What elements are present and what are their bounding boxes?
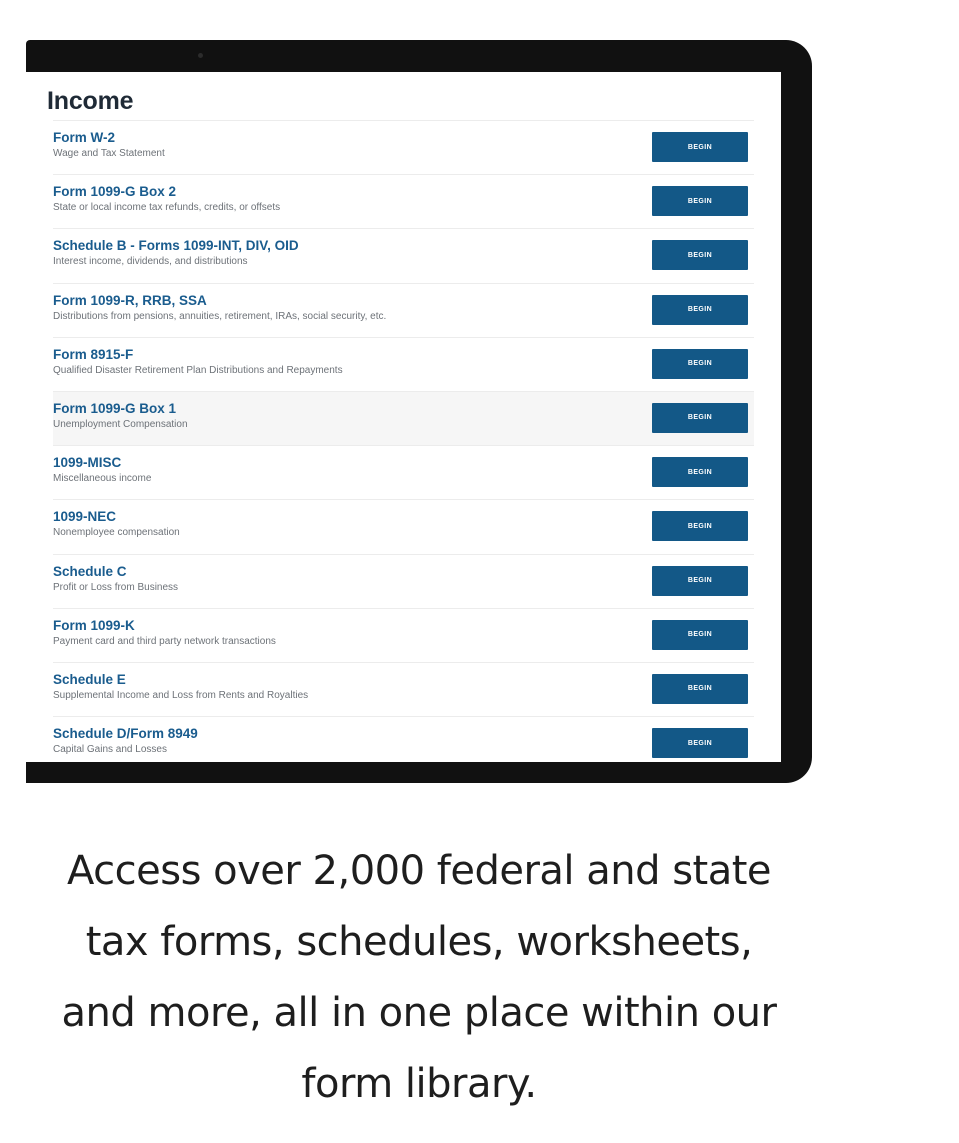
form-row-1099-g-box-2 [53,174,754,228]
form-name[interactable]: 1099-MISC [53,455,122,471]
form-name[interactable]: Schedule C [53,563,127,579]
begin-button[interactable]: BEGIN [652,240,748,270]
form-name[interactable]: Form 1099-G Box 2 [53,184,177,200]
form-row-1099-nec [53,499,754,553]
form-description: Profit or Loss from Business [53,581,179,593]
form-description: Nonemployee compensation [53,527,180,539]
form-description: Capital Gains and Losses [53,744,167,756]
caption-line: and more, all in one place within our [61,990,777,1036]
tablet-screen [26,72,781,762]
caption-line: form library. [301,1061,537,1107]
tablet-frame [26,40,812,783]
form-row-1099-k [53,608,754,662]
begin-button[interactable]: BEGIN [652,186,748,216]
form-description: Unemployment Compensation [53,418,188,430]
form-description: Distributions from pensions, annuities, retirement, IRAs, social security, etc. [53,310,387,322]
begin-button[interactable]: BEGIN [652,403,748,433]
caption-line: Access over 2,000 federal and state [66,848,772,894]
camera-dot [198,53,203,58]
begin-button[interactable]: BEGIN [652,295,748,325]
form-name[interactable]: Form 1099-G Box 1 [53,400,177,416]
form-name[interactable]: Form 8915-F [53,346,134,362]
form-row-schedule-b [53,228,754,282]
begin-button[interactable]: BEGIN [652,511,748,541]
begin-button[interactable]: BEGIN [652,457,748,487]
form-name[interactable]: Form 1099-R, RRB, SSA [53,292,207,308]
form-row-1099-r [53,283,754,337]
form-name[interactable]: Form 1099-K [53,617,135,633]
form-name[interactable]: Schedule B - Forms 1099-INT, DIV, OID [53,238,299,254]
form-name[interactable]: 1099-NEC [53,509,117,525]
begin-button[interactable]: BEGIN [652,349,748,379]
income-form-list [53,120,754,762]
form-name[interactable]: Schedule D/Form 8949 [53,726,198,742]
begin-button[interactable]: BEGIN [652,566,748,596]
form-row-schedule-e [53,662,754,716]
form-row-1099-g-box-1 [53,391,754,445]
form-description: Payment card and third party network transactions [53,635,276,647]
form-description: State or local income tax refunds, credits, or offsets [53,202,281,214]
begin-button[interactable]: BEGIN [652,132,748,162]
form-name[interactable]: Schedule E [53,671,126,687]
begin-button[interactable]: BEGIN [652,674,748,704]
form-description: Qualified Disaster Retirement Plan Distributions and Repayments [53,364,343,376]
form-description: Interest income, dividends, and distributions [53,256,248,268]
begin-button[interactable]: BEGIN [652,728,748,758]
form-row-1099-misc [53,445,754,499]
marketing-caption [0,836,838,1120]
form-description: Wage and Tax Statement [53,148,165,159]
form-description: Supplemental Income and Loss from Rents and Royalties [53,689,309,701]
section-title: Income [47,87,134,115]
form-row-8915-f [53,337,754,391]
form-description: Miscellaneous income [53,473,152,485]
caption-line: tax forms, schedules, worksheets, [85,919,753,965]
form-name[interactable]: Form W-2 [53,130,115,145]
form-row-schedule-c [53,554,754,608]
form-row-w2 [53,120,754,174]
form-row-schedule-d [53,716,754,762]
begin-button[interactable]: BEGIN [652,620,748,650]
